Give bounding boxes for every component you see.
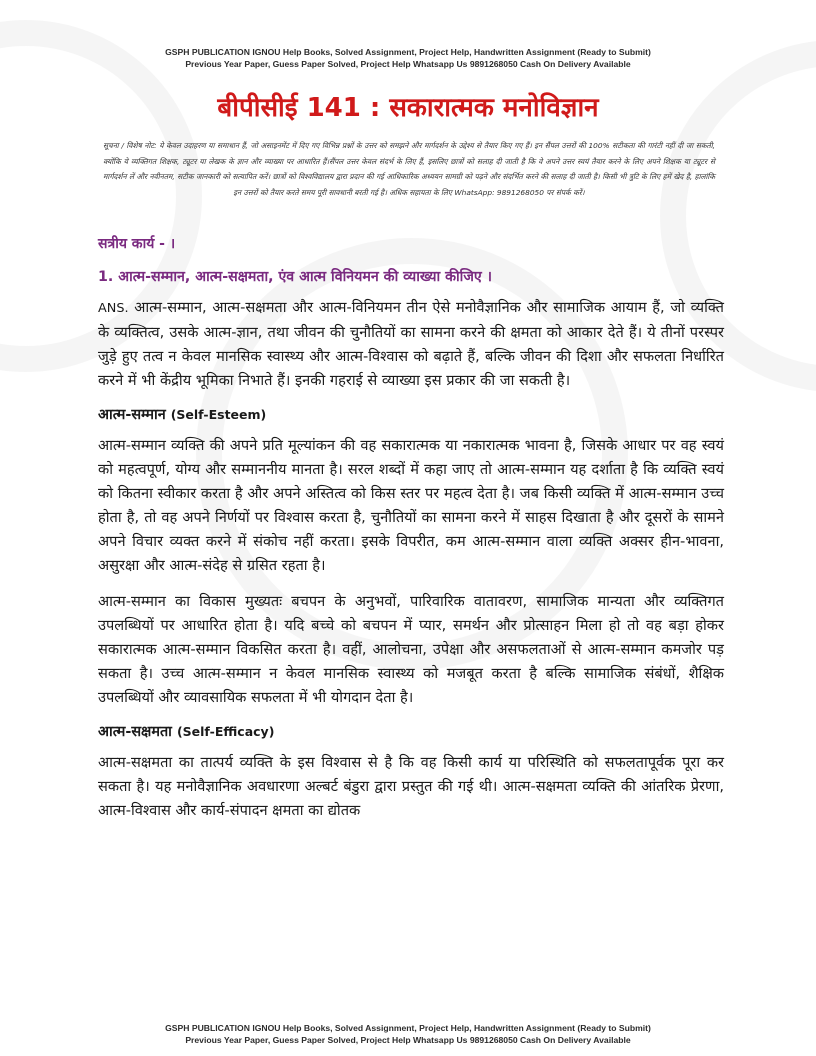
answer-intro-text: आत्म-सम्मान, आत्म-सक्षमता और आत्म-विनियमन तीन ऐसे मनोवैज्ञानिक और सामाजिक आयाम हैं, जो व्यक्ति के व्यक्तित्व, उसके आत्म-ज्ञान, तथा जीवन की चुनौतियों का सामना करने की क्षमता को आकार देते हैं। ये तीनों परस्पर जुड़े हुए तत्व न केवल मानसिक स्वास्थ्य और आत्म-विश्वास को बढ़ाते हैं, बल्कि जीवन की दिशा और सफलता निर्धारित करने में भी केंद्रीय भूमिका निभाते हैं। इनकी गहराई से व्याख्या इस प्रकार की जा सकती है। — [98, 299, 724, 389]
header-line-2: Previous Year Paper, Guess Paper Solved, Project Help Whatsapp Us 9891268050 Cash On Delivery Available — [185, 59, 631, 69]
heading-self-efficacy — [98, 722, 724, 741]
self-efficacy-paragraph: आत्म-सक्षमता का तात्पर्य व्यक्ति के इस विश्वास से है कि वह किसी कार्य या परिस्थिति को सफलतापूर्वक पूरा कर सकता है। यह मनोवैज्ञानिक अवधारणा अल्बर्ट बंडुरा द्वारा प्रस्तुत की गई थी। आत्म-सक्षमता व्यक्ति की आंतरिक प्रेरणा, आत्म-विश्वास और कार्य-संपादन क्षमता का द्योतक — [98, 754, 724, 819]
page-title: बीपीसीई 141 : सकारात्मक मनोविज्ञान — [217, 93, 599, 123]
heading-self-esteem-en: (Self-Esteem) — [170, 407, 267, 422]
self-esteem-paragraph-2: आत्म-सम्मान का विकास मुख्यतः बचपन के अनुभवों, पारिवारिक वातावरण, सामाजिक मान्यता और व्यक्तिगत उपलब्धियों पर आधारित होता है। यदि बच्चे को बचपन में प्यार, समर्थन और प्रोत्साहन मिला हो तो वह बड़ा होकर सकारात्मक आत्म-सम्मान विकसित करता है। वहीं, आलोचना, उपेक्षा और असफलताओं से आत्म-सम्मान कमजोर पड़ सकता है। उच्च आत्म-सम्मान न केवल मानसिक स्वास्थ्य को मजबूत करता है बल्कि सामाजिक संबंधों, शैक्षिक उपलब्धियों और व्यावसायिक सफलता में भी योगदान देता है। — [98, 593, 724, 706]
footer-line-2: Previous Year Paper, Guess Paper Solved, Project Help Whatsapp Us 9891268050 Cash On Delivery Available — [185, 1035, 631, 1045]
answer-intro-paragraph — [98, 296, 724, 393]
section-label: सत्रीय कार्य - । — [98, 236, 176, 252]
main-content — [98, 234, 724, 835]
heading-self-efficacy-hi: आत्म-सक्षमता — [98, 724, 172, 740]
answer-prefix: ANS. — [98, 301, 129, 316]
heading-self-esteem-hi: आत्म-सम्मान — [98, 407, 166, 423]
heading-self-efficacy-en: (Self-Efficacy) — [176, 724, 275, 739]
question-heading: 1. आत्म-सम्मान, आत्म-सक्षमता, एंव आत्म विनियमन की व्याख्या कीजिए । — [98, 269, 493, 285]
footer-line-1: GSPH PUBLICATION IGNOU Help Books, Solved Assignment, Project Help, Handwritten Assignment (Ready to Submit) — [165, 1023, 651, 1033]
self-esteem-paragraph-1: आत्म-सम्मान व्यक्ति की अपने प्रति मूल्यांकन की वह सकारात्मक या नकारात्मक भावना है, जिसके आधार पर वह स्वयं को महत्वपूर्ण, योग्य और सम्माननीय मानता है। सरल शब्दों में कहा जाए तो आत्म-सम्मान यह दर्शाता है कि व्यक्ति स्वयं को कितना स्वीकार करता है और अपने अस्तित्व को किस स्तर पर महत्व देता है। जब किसी व्यक्ति में आत्म-सम्मान उच्च होता है, तो वह अपने निर्णयों पर विश्वास करता है, चुनौतियों का सामना करने में साहस दिखाता है और दूसरों के सामने अपने विचार व्यक्त करने में संकोच नहीं करता। इसके विपरीत, कम आत्म-सम्मान वाला व्यक्ति अक्सर हीन-भावना, असुरक्षा और आत्म-संदेह से ग्रसित रहता है। — [98, 437, 724, 574]
header-line-1: GSPH PUBLICATION IGNOU Help Books, Solved Assignment, Project Help, Handwritten Assignment (Ready to Submit) — [165, 47, 651, 57]
heading-self-esteem — [98, 405, 724, 424]
disclaimer-notice: सूचना / विशेष नोट: ये केवल उदाहरण या समाधान हैं, जो असाइनमेंट में दिए गए विभिन्न प्रश्नों के उत्तर को समझने और मार्गदर्शन के उद्देश्य से तैयार किए गए हैं। इन सैंपल उत्तरों की 100% सटीकता की गारंटी नहीं दी जा सकती, क्योंकि ये व्यक्तिगत शिक्षक, ट्यूटर या लेखक के ज्ञान और व्याख्या पर आधारित हैं।सैंपल उत्तर केवल संदर्भ के लिए हैं, इसलिए छात्रों को सलाह दी जाती है कि वे अपने उत्तर स्वयं तैयार करने के लिए अपने शिक्षक या ट्यूटर से मार्गदर्शन लें और नवीनतम, सटीक जानकारी को सत्यापित करें। छात्रों को विश्वविद्यालय द्वारा प्रदान की गई आधिकारिक अध्ययन सामग्री को पढ़ने और संदर्भित करने की सलाह दी जाती है। किसी भी त्रुटि के लिए हमें खेद है, हालांकि इन उत्तरों को तैयार करते समय पूरी सावधानी बरती गई है। अधिक सहायता के लिए WhatsApp: 9891268050 पर संपर्क करें। — [103, 141, 715, 197]
page-header — [0, 46, 816, 70]
page-footer — [0, 1022, 816, 1046]
